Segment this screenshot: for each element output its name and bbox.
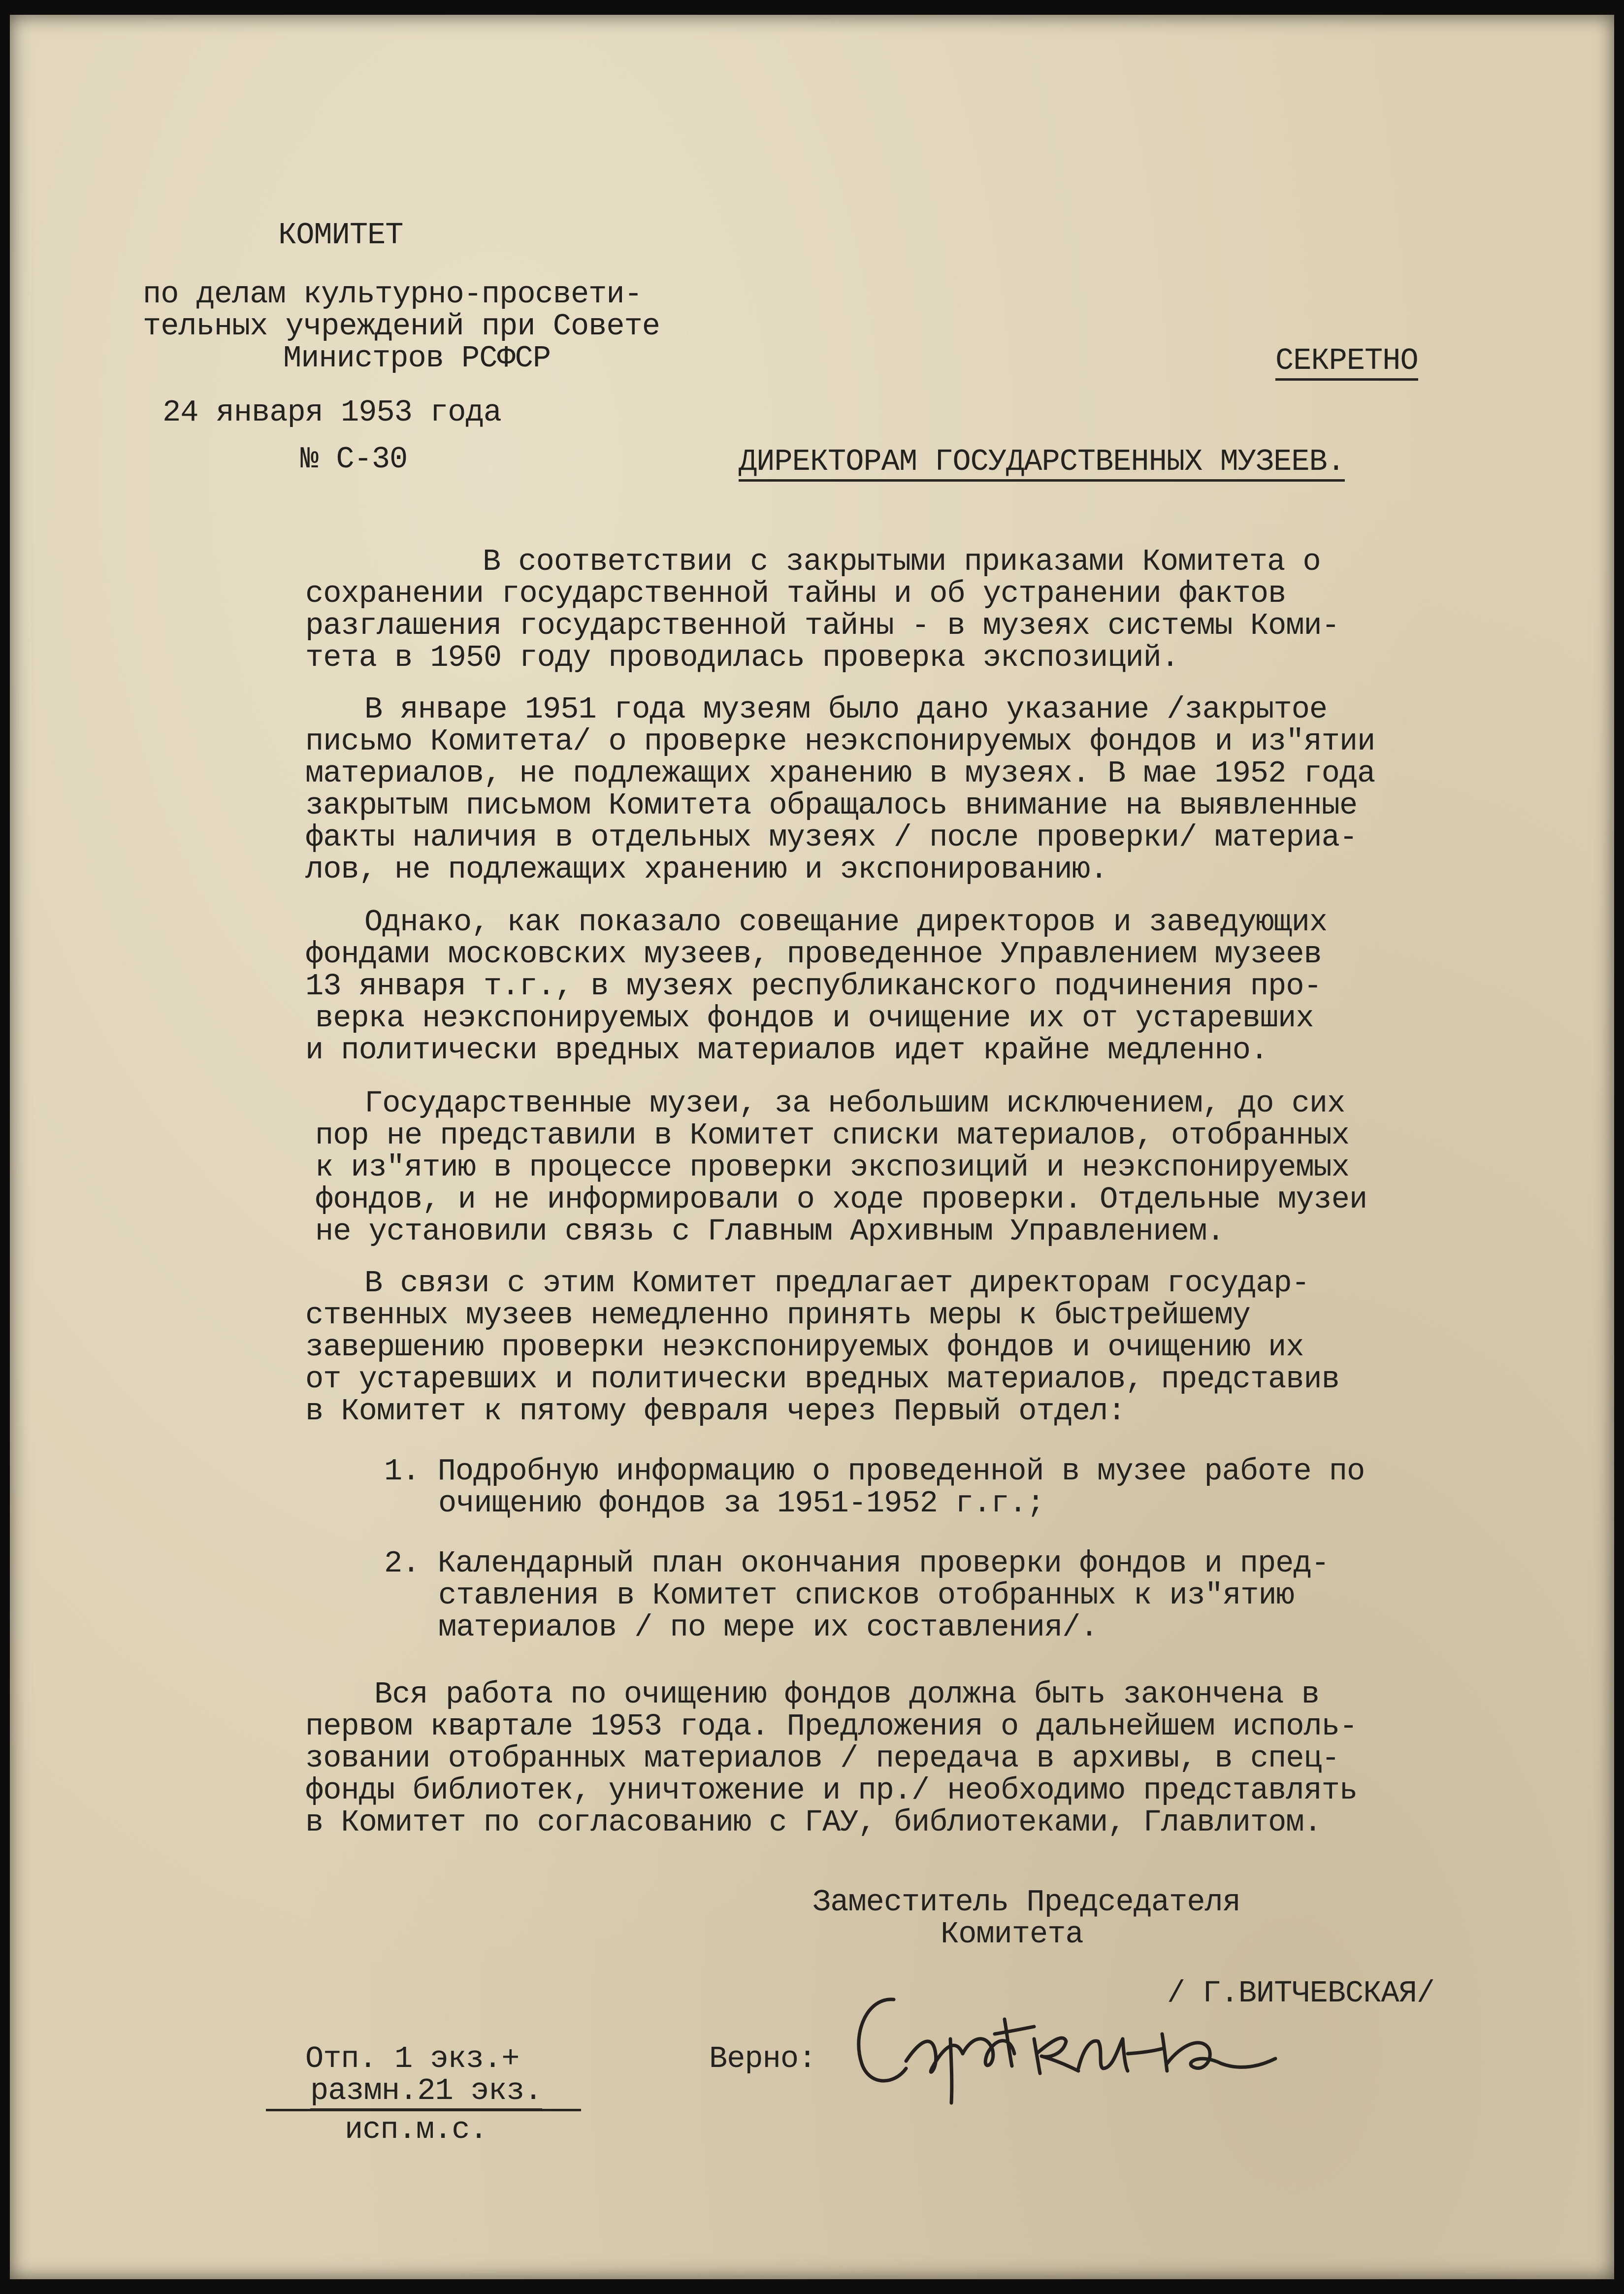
p3-line: фондами московских музеев, проведенное Управлением музеев (305, 937, 1322, 972)
p6-line: Вся работа по очищению фондов должна быть закончена в (374, 1677, 1319, 1712)
p2-line: письмо Комитета/ о проверке неэкспонируемых фондов и из"ятии (305, 724, 1375, 759)
org-line-2: тельных учреждений при Совете (143, 309, 660, 344)
p3-line: и политически вредных материалов идет крайне медленно. (305, 1033, 1268, 1068)
item2-line: материалов / по мере их составления/. (438, 1610, 1098, 1645)
p3-line: верка неэкспонируемых фондов и очищение их от устаревших (315, 1001, 1314, 1036)
p1-line: тета в 1950 году проводилась проверка экспозиций. (305, 640, 1179, 675)
p6-line: зовании отобранных материалов / передача в архивы, в спец- (305, 1741, 1339, 1776)
item2-line: 2. Календарный план окончания проверки фондов и пред- (384, 1546, 1329, 1581)
document-date: 24 января 1953 года (162, 395, 501, 430)
p5-line: завершению проверки неэкспонируемых фондов и очищению их (305, 1330, 1304, 1365)
addressee: ДИРЕКТОРАМ ГОСУДАРСТВЕННЫХ МУЗЕЕВ. (739, 446, 1345, 482)
p2-line: В январе 1951 года музеям было дано указание /закрытое (364, 692, 1328, 727)
p5-line: ственных музеев немедленно принять меры к быстрейшему (305, 1298, 1250, 1333)
p5-line: В связи с этим Комитет предлагает директорам государ- (364, 1266, 1309, 1301)
p3-line: 13 января т.г., в музеях республиканского подчинения про- (305, 969, 1322, 1004)
p5-line: от устаревших и политически вредных материалов, представив (305, 1362, 1339, 1397)
p2-line: закрытым письмом Комитета обращалось внимание на выявленные (305, 788, 1358, 823)
copies-note: Отп. 1 экз.+ (305, 2041, 520, 2076)
p1-line: В соответствии с закрытыми приказами Комитета о (483, 544, 1321, 579)
item1-line: очищению фондов за 1951-1952 г.г.; (438, 1486, 1045, 1521)
distributed-note: размн.21 экз. (310, 2075, 542, 2111)
signatory-title-2: Комитета (941, 1917, 1083, 1952)
p4-line: к из"ятию в процессе проверки экспозиций и неэкспонируемых (315, 1150, 1349, 1185)
item1-line: 1. Подробную информацию о проведенной в музее работе по (384, 1454, 1365, 1489)
p6-line: фонды библиотек, уничтожение и пр./ необходимо представлять (305, 1773, 1358, 1808)
org-title: КОМИТЕТ (278, 218, 403, 253)
p4-line: не установили связь с Главным Архивным Управлением. (315, 1214, 1225, 1249)
verno-label: Верно: (709, 2041, 816, 2076)
document-page (10, 15, 1614, 2279)
classification-stamp: СЕКРЕТНО (1275, 345, 1418, 381)
p2-line: лов, не подлежащих хранению и экспонированию. (305, 852, 1108, 887)
p6-line: первом квартале 1953 года. Предложения о дальнейшем исполь- (305, 1709, 1358, 1744)
p5-line: в Комитет к пятому февраля через Первый отдел: (305, 1394, 1126, 1429)
org-line-3: Министров РСФСР (283, 341, 551, 376)
p2-line: факты наличия в отдельных музеях / после проверки/ материа- (305, 820, 1358, 855)
p3-line: Однако, как показало совещание директоров и заведующих (364, 905, 1328, 940)
executor-note: исп.м.с. (345, 2112, 487, 2147)
p6-line: в Комитет по согласованию с ГАУ, библиотеками, Главлитом. (305, 1805, 1322, 1840)
p1-line: сохранении государственной тайны и об устранении фактов (305, 576, 1286, 611)
signatory-name: / Г.ВИТЧЕВСКАЯ/ (1167, 1976, 1435, 2011)
footer-underline (266, 2109, 581, 2111)
document-number: № С-30 (300, 442, 408, 477)
p4-line: пор не представили в Комитет списки материалов, отобранных (315, 1118, 1349, 1153)
handwritten-signature (847, 1980, 1290, 2108)
item2-line: ставления в Комитет списков отобранных к из"ятию (438, 1578, 1294, 1613)
p4-line: фондов, и не информировали о ходе проверки. Отдельные музеи (315, 1182, 1367, 1217)
p1-line: разглашения государственной тайны - в музеях системы Коми- (305, 608, 1339, 643)
p2-line: материалов, не подлежащих хранению в музеях. В мае 1952 года (305, 756, 1375, 791)
p4-line: Государственные музеи, за небольшим исключением, до сих (364, 1086, 1345, 1121)
signatory-title-1: Заместитель Председателя (812, 1885, 1240, 1920)
org-line-1: по делам культурно-просвети- (143, 277, 642, 312)
